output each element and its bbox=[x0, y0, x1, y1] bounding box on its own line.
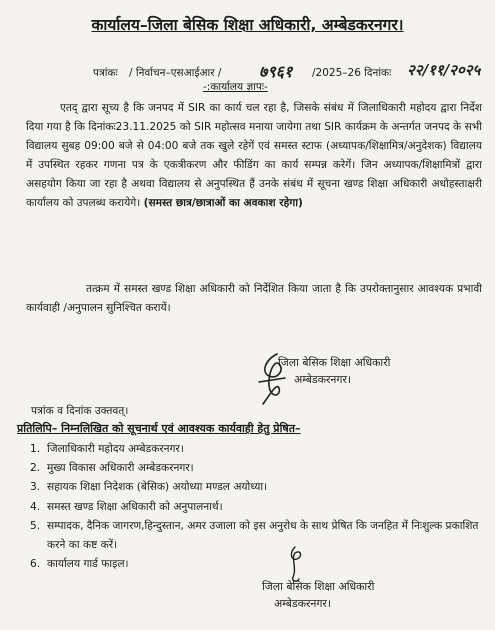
signature-1-designation: जिला बेसिक शिक्षा अधिकारी bbox=[278, 356, 391, 369]
students-holiday-note: (समस्त छात्र/छात्राओं का अवकाश रहेगा) bbox=[143, 197, 303, 209]
date-handwritten: २२/११/२०२५ bbox=[407, 61, 481, 79]
cc-ref-line: पत्रांक व दिनांक उक्तवत्। bbox=[31, 405, 129, 417]
body-paragraph-2: तत्क्रम में समस्त खण्ड शिक्षा अधिकारी को निर्देशित किया जाता है कि उपरोक्तानुसार आवश्यक प्रभावी कार्यवाही /अनुपालन सुनिश्चित करायें। bbox=[26, 283, 482, 314]
office-title: कार्यालय–जिला बेसिक शिक्षा अधिकारी, अम्बेडकरनगर। bbox=[91, 16, 404, 34]
cc-item-3: 3. सहायक शिक्षा निदेशक (बेसिक) अयोध्या मण्डल अयोध्या। bbox=[30, 481, 268, 494]
signature-1-block bbox=[278, 354, 390, 388]
signature-1-place: अम्बेडकरनगर। bbox=[294, 373, 351, 386]
cc-item-6: 6. कार्यालय गार्ड फाइल। bbox=[30, 558, 129, 571]
signature-2-place: अम्बेडकरनगर। bbox=[274, 597, 331, 610]
year-date-label: /2025–26 दिनांकः bbox=[312, 67, 392, 79]
patrank-text: / निर्वाचन–एसआईआर / bbox=[129, 67, 222, 79]
cc-item-5: 5. सम्पादक, दैनिक जागरण,हिन्दुस्तान, अमर उजाला को इस अनुरोध के साथ प्रेषित कि जनहित में निःशुल्क प्रकाशित करने का कष्ट करें। bbox=[30, 519, 479, 552]
cc-item-4: 4. समस्त खण्ड शिक्षा अधिकारी को अनुपालनार्थ। bbox=[30, 500, 223, 513]
cc-list bbox=[30, 440, 480, 574]
signature-2-designation: जिला बेसिक शिक्षा अधिकारी bbox=[262, 580, 375, 593]
memo-subject: -:कार्यालय ज्ञापः- bbox=[203, 81, 268, 93]
cc-item-2: 2. मुख्य विकास अधिकारी अम्बेडकरनगर। bbox=[30, 462, 194, 475]
paragraph-1-text: एतद् द्वारा सूच्य है कि जनपद में SIR का कार्य चल रहा है, जिसके संबंध में जिलाधिकारी महोदय द्वारा निर्देश दिया गया है कि दिनांकः23.11.2025 को SIR महोत्सव मनाया जायेगा तथा SIR कार्यक्रम के अन्तर्गत जनपद के सभी विद्यालय सुबह 09:00 बजे से 04:00 बजे तक खुले रहेगें एवं समस्त स्टाफ (अध्यापक/शिक्षामित्र/अनुदेशक) विद्यालय में उपस्थित रहकर गणना पत्र के एकत्रीकरण और फीडिंग का कार्य सम्पन्न करेगें। जिन अध्यापक/शिक्षामित्रों द्वारा असहयोग किया जा रहा है अथवा विद्यालय से अनुपस्थित हैं उनके संबंध में सूचना खण्ड शिक्षा अधिकारी अधोहस्ताक्षरी कार्यालय को उपलब्ध करायेगे। bbox=[26, 102, 482, 209]
body-paragraph-1 bbox=[26, 99, 482, 213]
cc-item-1: 1. जिलाधिकारी महोदय अम्बेडकरनगर। bbox=[30, 443, 184, 455]
patrank-number-handwritten: ७९६१ bbox=[259, 62, 293, 81]
signature-2-block bbox=[262, 578, 374, 612]
cc-heading: प्रतिलिपि– निम्नलिखित को सूचनार्थ एवं आवश्यक कार्यवाही हेतु प्रेषित– bbox=[17, 422, 301, 435]
patrank-label: पत्रांकः bbox=[93, 67, 118, 79]
